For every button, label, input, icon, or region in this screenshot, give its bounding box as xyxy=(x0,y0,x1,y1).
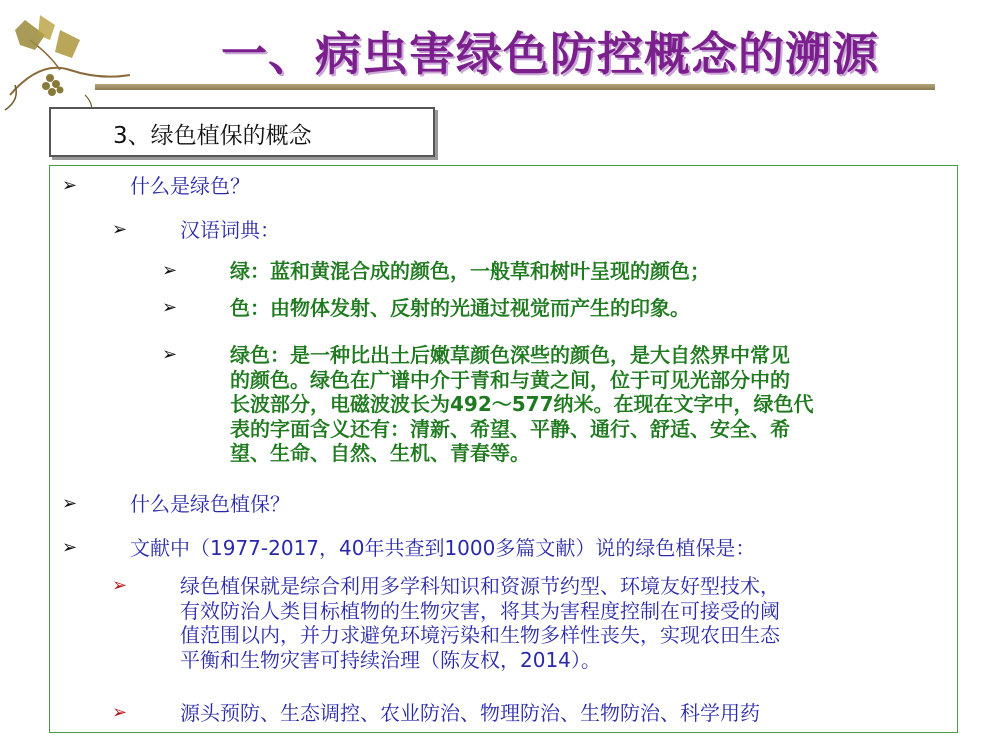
arrow-bullet-icon: ➢ xyxy=(62,537,78,558)
arrow-bullet-icon: ➢ xyxy=(112,219,128,240)
list-item-text: 什么是绿色植保？ xyxy=(130,492,290,516)
list-item-text: 文献中（1977-2017，40年共查到1000多篇文献）说的绿色植保是： xyxy=(130,536,756,560)
list-item-text: 汉语词典： xyxy=(180,218,280,242)
arrow-bullet-icon: ➢ xyxy=(162,260,178,281)
page-title: 一、病虫害绿色防控概念的溯源 xyxy=(221,27,879,81)
arrow-bullet-icon: ➢ xyxy=(62,175,78,196)
paragraph-line: 绿色植保就是综合利用多学科知识和资源节约型、环境友好型技术， xyxy=(180,574,780,598)
list-item-paragraph xyxy=(230,343,814,466)
arrow-bullet-icon: ➢ xyxy=(112,702,128,723)
arrow-bullet-icon: ➢ xyxy=(162,344,178,365)
grape-vine-ornament-icon xyxy=(0,0,140,120)
content-box xyxy=(49,165,958,733)
paragraph-line: 平衡和生物灾害可持续治理（陈友权，2014）。 xyxy=(180,647,601,672)
subtitle-box xyxy=(49,107,435,157)
list-item-text: 绿：蓝和黄混合成的颜色，一般草和树叶呈现的颜色； xyxy=(230,259,710,283)
arrow-bullet-icon: ➢ xyxy=(112,575,128,596)
paragraph-line: 表的字面含义还有：清新、希望、平静、通行、舒适、安全、希 xyxy=(230,416,790,441)
arrow-bullet-icon: ➢ xyxy=(162,297,178,318)
paragraph-line: 望、生命、自然、生机、青春等。 xyxy=(230,441,530,465)
paragraph-line: 值范围以内，并力求避免环境污染和生物多样性丧失，实现农田生态 xyxy=(180,623,780,647)
list-item-paragraph xyxy=(180,574,780,672)
paragraph-line: 绿色：是一种比出土后嫩草颜色深些的颜色，是大自然界中常见 xyxy=(230,343,790,367)
list-item-text: 色：由物体发射、反射的光通过视觉而产生的印象。 xyxy=(230,296,690,320)
list-item-text: 源头预防、生态调控、农业防治、物理防治、生物防治、科学用药 xyxy=(180,701,760,725)
title-underline xyxy=(95,84,935,90)
subtitle: 3、绿色植保的概念 xyxy=(113,123,312,149)
paragraph-line: 的颜色。绿色在广谱中介于青和与黄之间，位于可见光部分中的 xyxy=(230,367,790,392)
paragraph-line: 长波部分，电磁波波长为492～577纳米。在现在文字中，绿色代 xyxy=(230,392,814,416)
arrow-bullet-icon: ➢ xyxy=(62,493,78,514)
paragraph-line: 有效防治人类目标植物的生物灾害，将其为害程度控制在可接受的阈 xyxy=(180,598,780,623)
list-item-text: 什么是绿色？ xyxy=(130,174,250,198)
